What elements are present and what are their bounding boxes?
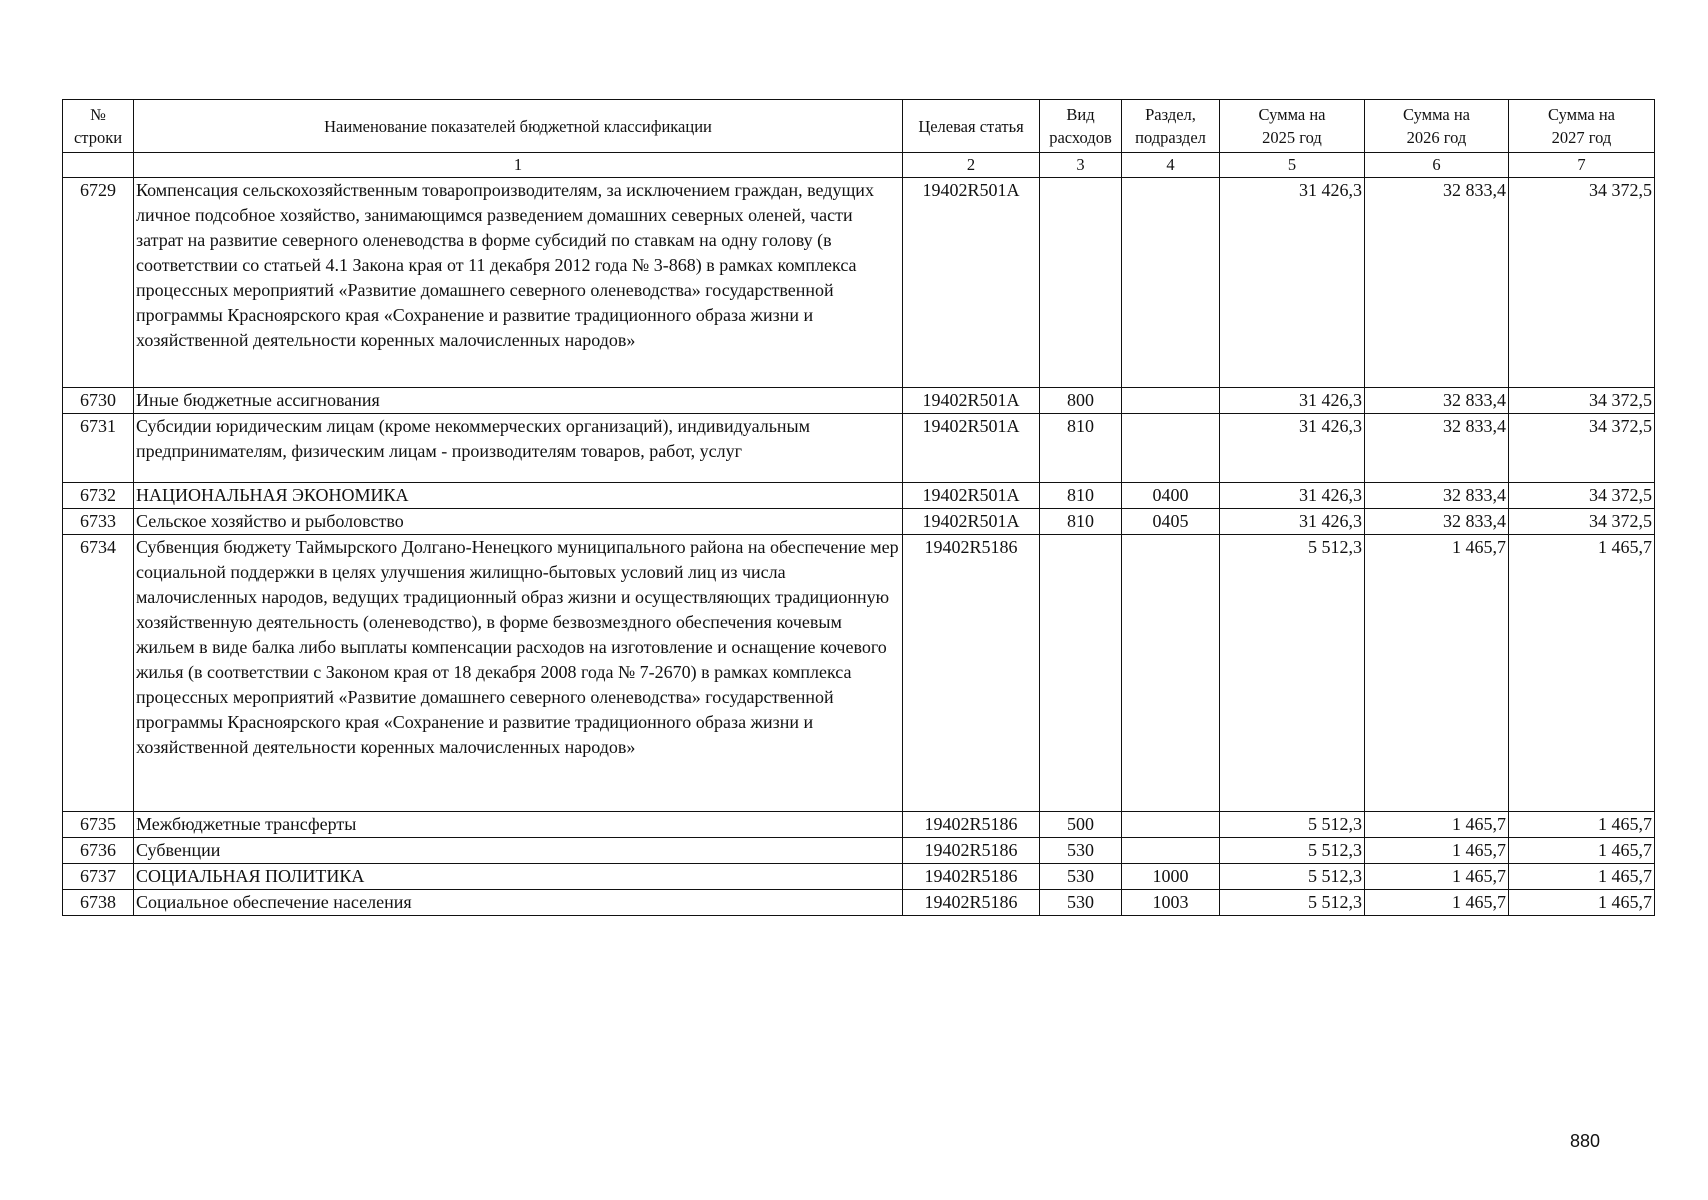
expense-type-cell: 530 (1040, 838, 1122, 864)
expense-type-cell: 810 (1040, 483, 1122, 509)
expense-type-cell: 530 (1040, 864, 1122, 890)
header-sum-2027: Сумма на 2027 год (1509, 100, 1655, 153)
section-cell (1122, 178, 1220, 388)
indicator-name-cell: Социальное обеспечение населения (134, 890, 903, 916)
table-row (63, 509, 1655, 535)
section-cell (1122, 388, 1220, 414)
target-article-cell: 19402R5186 (903, 812, 1040, 838)
indicator-name-cell: Сельское хозяйство и рыболовство (134, 509, 903, 535)
row-number-cell: 6737 (63, 864, 134, 890)
table-row (63, 483, 1655, 509)
sum-2026-cell: 1 465,7 (1365, 838, 1509, 864)
sum-2027-cell: 1 465,7 (1509, 864, 1655, 890)
sum-2026-cell: 32 833,4 (1365, 483, 1509, 509)
sum-2025-cell: 5 512,3 (1220, 838, 1365, 864)
target-article-cell: 19402R501A (903, 509, 1040, 535)
sum-2025-cell: 31 426,3 (1220, 509, 1365, 535)
sum-2026-cell: 32 833,4 (1365, 388, 1509, 414)
sum-2026-cell: 32 833,4 (1365, 509, 1509, 535)
sum-2025-cell: 5 512,3 (1220, 535, 1365, 812)
indicator-name-cell: Иные бюджетные ассигнования (134, 388, 903, 414)
sum-2025-cell: 5 512,3 (1220, 812, 1365, 838)
column-number: 2 (903, 153, 1040, 178)
sum-2026-cell: 32 833,4 (1365, 414, 1509, 483)
sum-2027-cell: 34 372,5 (1509, 509, 1655, 535)
expense-type-cell: 530 (1040, 890, 1122, 916)
column-number: 4 (1122, 153, 1220, 178)
sum-2027-cell: 34 372,5 (1509, 178, 1655, 388)
expense-type-cell: 810 (1040, 414, 1122, 483)
indicator-name-cell: Субсидии юридическим лицам (кроме некоммерческих организаций), индивидуальным предпринимателям, физическим лицам - производителям товаров, работ, услуг (134, 414, 903, 483)
column-number: 1 (134, 153, 903, 178)
column-number: 6 (1365, 153, 1509, 178)
sum-2026-cell: 1 465,7 (1365, 535, 1509, 812)
table-row (63, 812, 1655, 838)
row-number-cell: 6736 (63, 838, 134, 864)
header-indicator-name: Наименование показателей бюджетной классификации (134, 100, 903, 153)
header-expense-type: Вид расходов (1040, 100, 1122, 153)
row-number-cell: 6730 (63, 388, 134, 414)
expense-type-cell: 500 (1040, 812, 1122, 838)
header-sum-2025: Сумма на 2025 год (1220, 100, 1365, 153)
sum-2027-cell: 34 372,5 (1509, 483, 1655, 509)
expense-type-cell: 810 (1040, 509, 1122, 535)
sum-2026-cell: 1 465,7 (1365, 812, 1509, 838)
expense-type-cell (1040, 535, 1122, 812)
indicator-name-cell: Компенсация сельскохозяйственным товаропроизводителям, за исключением граждан, ведущих личное подсобное хозяйство, занимающимся разведением домашних северных оленей, части затрат на развитие северного оленеводства в форме субсидий по ставкам на одну голову (в соответствии со статьей 4.1 Закона края от 11 декабря 2012 года № 3-868) в рамках комплекса процессных мероприятий «Развитие домашнего северного оленеводства» государственной программы Красноярского края «Сохранение и развитие традиционного образа жизни и хозяйственной деятельности коренных малочисленных народов» (134, 178, 903, 388)
target-article-cell: 19402R501A (903, 388, 1040, 414)
row-number-cell: 6734 (63, 535, 134, 812)
table-row (63, 890, 1655, 916)
column-number: 5 (1220, 153, 1365, 178)
column-numbers-row (63, 153, 1655, 178)
table-row (63, 178, 1655, 388)
header-section: Раздел, подраздел (1122, 100, 1220, 153)
target-article-cell: 19402R501A (903, 414, 1040, 483)
indicator-name-cell: Субвенции (134, 838, 903, 864)
section-cell: 1003 (1122, 890, 1220, 916)
table-body (63, 178, 1655, 916)
column-number (63, 153, 134, 178)
row-number-cell: 6732 (63, 483, 134, 509)
sum-2025-cell: 31 426,3 (1220, 483, 1365, 509)
sum-2025-cell: 31 426,3 (1220, 414, 1365, 483)
sum-2025-cell: 31 426,3 (1220, 178, 1365, 388)
sum-2025-cell: 31 426,3 (1220, 388, 1365, 414)
target-article-cell: 19402R501A (903, 483, 1040, 509)
header-target-article: Целевая статья (903, 100, 1040, 153)
sum-2025-cell: 5 512,3 (1220, 890, 1365, 916)
row-number-cell: 6729 (63, 178, 134, 388)
section-cell: 1000 (1122, 864, 1220, 890)
row-number-cell: 6731 (63, 414, 134, 483)
target-article-cell: 19402R5186 (903, 864, 1040, 890)
indicator-name-cell: Субвенция бюджету Таймырского Долгано-Ненецкого муниципального района на обеспечение мер социальной поддержки в целях улучшения жилищно-бытовых условий лиц из числа малочисленных народов, ведущих традиционный образ жизни и осуществляющих традиционную хозяйственную деятельность (оленеводство), в форме безвозмездного обеспечения кочевым жильем в виде балка либо выплаты компенсации расходов на изготовление и оснащение кочевого жилья (в соответствии с Законом края от 18 декабря 2008 года № 7-2670) в рамках комплекса процессных мероприятий «Развитие домашнего северного оленеводства» государственной программы Красноярского края «Сохранение и развитие традиционного образа жизни и хозяйственной деятельности коренных малочисленных народов» (134, 535, 903, 812)
page-number: 880 (1570, 1131, 1601, 1151)
target-article-cell: 19402R5186 (903, 838, 1040, 864)
header-row-number: № строки (63, 100, 134, 153)
section-cell: 0400 (1122, 483, 1220, 509)
target-article-cell: 19402R5186 (903, 890, 1040, 916)
row-number-cell: 6738 (63, 890, 134, 916)
indicator-name-cell: НАЦИОНАЛЬНАЯ ЭКОНОМИКА (134, 483, 903, 509)
section-cell (1122, 535, 1220, 812)
table-row (63, 864, 1655, 890)
column-number: 3 (1040, 153, 1122, 178)
indicator-name-cell: Межбюджетные трансферты (134, 812, 903, 838)
row-number-cell: 6735 (63, 812, 134, 838)
indicator-name-cell: СОЦИАЛЬНАЯ ПОЛИТИКА (134, 864, 903, 890)
table-row (63, 388, 1655, 414)
header-sum-2026: Сумма на 2026 год (1365, 100, 1509, 153)
row-number-cell: 6733 (63, 509, 134, 535)
column-number: 7 (1509, 153, 1655, 178)
sum-2025-cell: 5 512,3 (1220, 864, 1365, 890)
sum-2026-cell: 32 833,4 (1365, 178, 1509, 388)
table-row (63, 838, 1655, 864)
expense-type-cell: 800 (1040, 388, 1122, 414)
section-cell (1122, 414, 1220, 483)
sum-2027-cell: 1 465,7 (1509, 535, 1655, 812)
sum-2027-cell: 34 372,5 (1509, 388, 1655, 414)
budget-table (62, 99, 1655, 916)
section-cell (1122, 812, 1220, 838)
sum-2026-cell: 1 465,7 (1365, 864, 1509, 890)
sum-2026-cell: 1 465,7 (1365, 890, 1509, 916)
sum-2027-cell: 1 465,7 (1509, 838, 1655, 864)
sum-2027-cell: 1 465,7 (1509, 890, 1655, 916)
target-article-cell: 19402R501A (903, 178, 1040, 388)
table-row (63, 414, 1655, 483)
table-header-row (63, 100, 1655, 153)
sum-2027-cell: 34 372,5 (1509, 414, 1655, 483)
section-cell (1122, 838, 1220, 864)
sum-2027-cell: 1 465,7 (1509, 812, 1655, 838)
table-row (63, 535, 1655, 812)
expense-type-cell (1040, 178, 1122, 388)
target-article-cell: 19402R5186 (903, 535, 1040, 812)
section-cell: 0405 (1122, 509, 1220, 535)
